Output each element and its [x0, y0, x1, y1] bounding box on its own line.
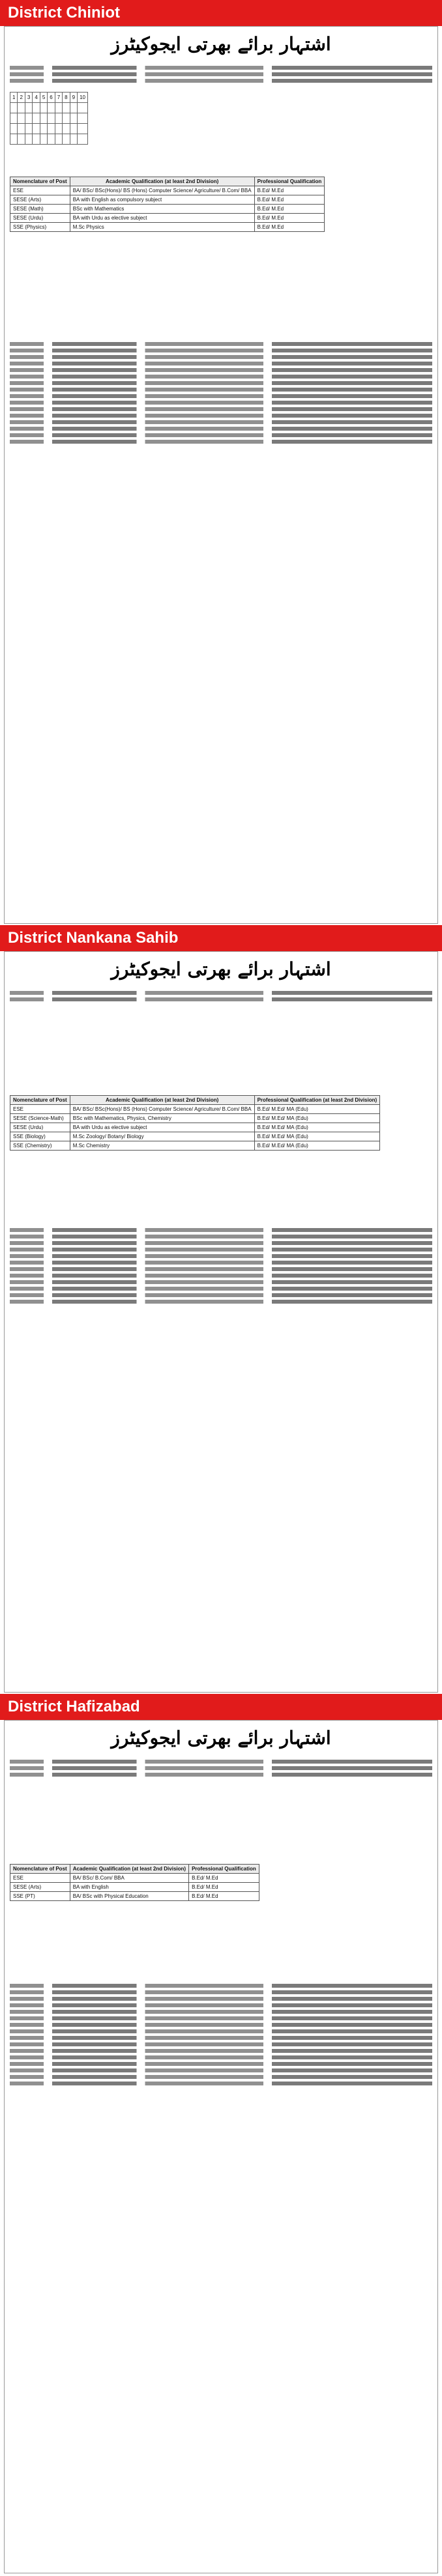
table-row: ESE BA/ BSc/ BSc(Hons)/ BS (Hons) Computer Science/ Agriculture/ B.Com/ BBA B.Ed/ M.Ed/ MA (Edu) [10, 1105, 380, 1114]
district-banner: District Nankana Sahib [0, 925, 442, 951]
col-academic: Academic Qualification (at least 2nd Division) [70, 1096, 254, 1105]
district-banner: District Chiniot [0, 0, 442, 26]
col-post: Nomenclature of Post [10, 1865, 70, 1874]
col-academic: Academic Qualification (at least 2nd Division) [70, 177, 254, 186]
urdu-intro-text [10, 988, 432, 1004]
table-row: SSE (Physics) M.Sc Physics B.Ed/ M.Ed [10, 223, 325, 232]
col-post: Nomenclature of Post [10, 1096, 70, 1105]
table-row: SESE (Urdu) BA with Urdu as elective subject B.Ed/ M.Ed/ MA (Edu) [10, 1123, 380, 1132]
table-row: SSE (Chemistry) M.Sc Chemistry B.Ed/ M.Ed/ MA (Edu) [10, 1141, 380, 1151]
table-row: SESE (Arts) BA with English B.Ed/ M.Ed [10, 1883, 259, 1892]
qualification-table [10, 1095, 380, 1151]
advertisement [4, 26, 438, 924]
urdu-intro-text [10, 1757, 432, 1779]
urdu-body-text [10, 1981, 432, 2088]
col-professional: Professional Qualification (at least 2nd Division) [254, 1096, 380, 1105]
table-row: ESE BA/ BSc/ B.Com/ BBA B.Ed/ M.Ed [10, 1874, 259, 1883]
col-academic: Academic Qualification (at least 2nd Division) [70, 1865, 188, 1874]
table-row: SESE (Math) BSc with Mathematics B.Ed/ M.Ed [10, 205, 325, 214]
section-nankana-sahib [0, 925, 442, 1694]
table-row: ESE BA/ BSc/ BSc(Hons)/ BS (Hons) Computer Science/ Agriculture/ B.Com/ BBA B.Ed/ M.Ed [10, 186, 325, 195]
col-post: Nomenclature of Post [10, 177, 70, 186]
table-row: SSE (PT) BA/ BSc with Physical Education B.Ed/ M.Ed [10, 1892, 259, 1901]
col-professional: Professional Qualification [189, 1865, 259, 1874]
qualification-table [10, 1864, 259, 1901]
table-row: SESE (Arts) BA with English as compulsory subject B.Ed/ M.Ed [10, 195, 325, 205]
advertisement [4, 1720, 438, 2573]
urdu-body-text [10, 1225, 432, 1306]
vacancy-table: 1 2 3 4 5 6 7 8 9 10 [10, 92, 88, 145]
table-row: SESE (Urdu) BA with Urdu as elective subject B.Ed/ M.Ed [10, 214, 325, 223]
qualification-table [10, 177, 325, 232]
section-chiniot [0, 0, 442, 925]
urdu-body-text [10, 339, 432, 446]
ad-title: اشتہار برائے بھرتی ایجوکیٹرز [111, 33, 331, 55]
district-banner: District Hafizabad [0, 1694, 442, 1720]
urdu-intro-text [10, 63, 432, 85]
ad-title: اشتہار برائے بھرتی ایجوکیٹرز [111, 1727, 331, 1749]
table-row: SSE (Biology) M.Sc Zoology/ Botany/ Biology B.Ed/ M.Ed/ MA (Edu) [10, 1132, 380, 1141]
section-hafizabad [0, 1694, 442, 2576]
advertisement [4, 951, 438, 1693]
table-row: SESE (Science-Math) BSc with Mathematics, Physics, Chemistry B.Ed/ M.Ed/ MA (Edu) [10, 1114, 380, 1123]
col-professional: Professional Qualification [254, 177, 325, 186]
ad-title: اشتہار برائے بھرتی ایجوکیٹرز [111, 958, 331, 980]
